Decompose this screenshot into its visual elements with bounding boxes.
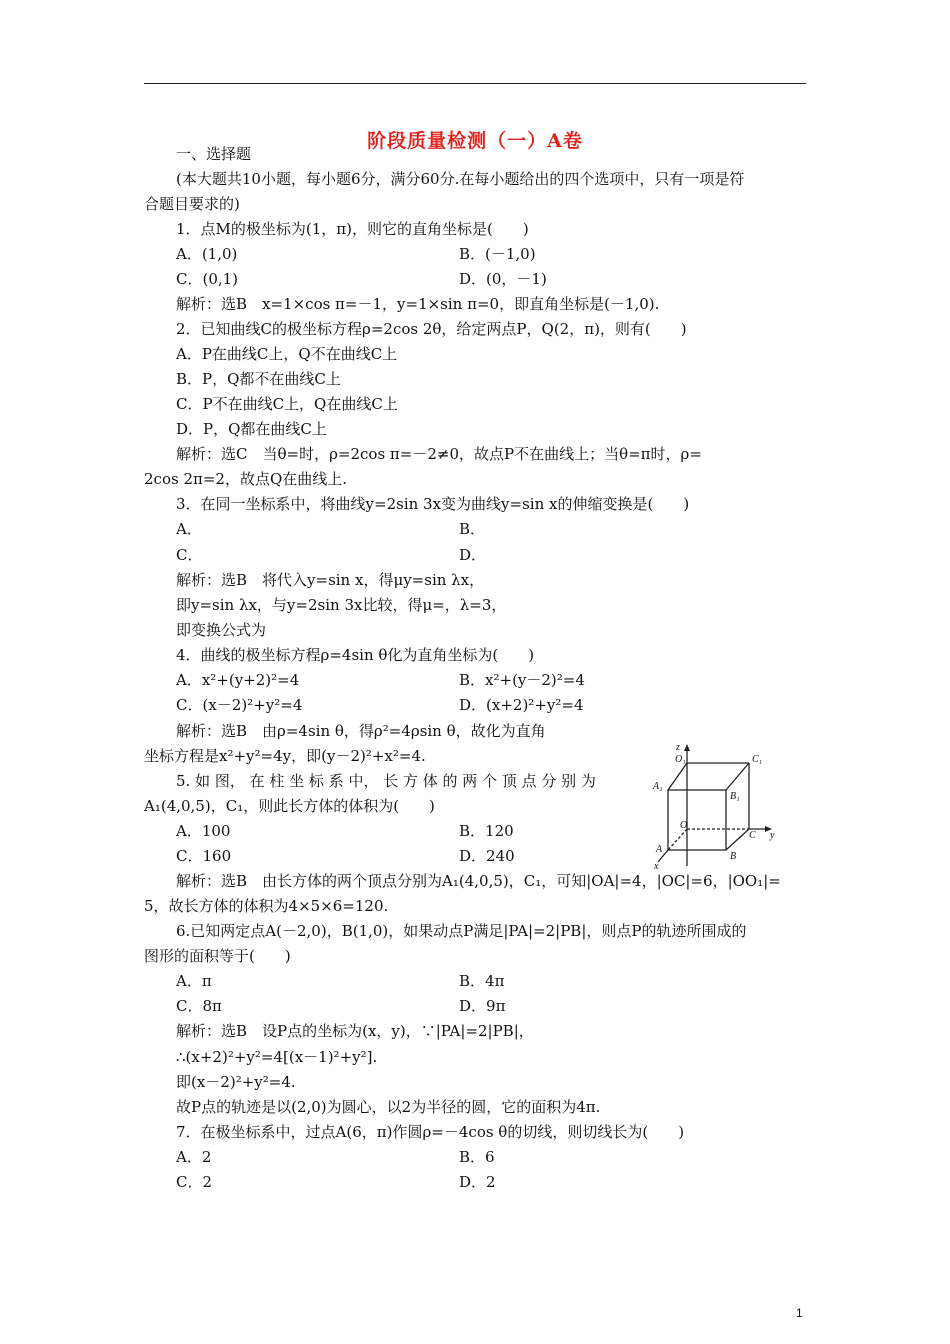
text-line: A．π bbox=[176, 972, 212, 990]
text-line: A． bbox=[176, 520, 202, 538]
text-line: D．240 bbox=[459, 847, 515, 865]
label-x: x bbox=[654, 861, 659, 870]
text-line: B． bbox=[459, 520, 486, 538]
text-line: A．(1,0) bbox=[176, 245, 238, 263]
label-b: B bbox=[730, 851, 737, 862]
label-b1: B₁ bbox=[730, 791, 740, 802]
label-c: C bbox=[749, 830, 756, 841]
text-line: B．4π bbox=[459, 972, 505, 990]
text-line: 解析：选B 将代入y=sin x，得μy=sin λx， bbox=[176, 571, 485, 589]
edge-a1-o1 bbox=[668, 763, 687, 790]
edge-b1-c1 bbox=[726, 763, 749, 790]
text-line: 一、选择题 bbox=[176, 145, 252, 163]
cuboid-figure bbox=[652, 738, 784, 870]
text-line: 2．已知曲线C的极坐标方程ρ=2cos 2θ，给定两点P，Q(2，π)，则有( ) bbox=[176, 320, 687, 338]
text-line: C．2 bbox=[176, 1173, 213, 1191]
text-line: B．P，Q都不在曲线C上 bbox=[176, 370, 341, 388]
text-line: 解析：选B 由长方体的两个顶点分别为A₁(4,0,5)，C₁，可知|OA|=4，|OC|=6，|OO₁|= bbox=[176, 872, 781, 890]
text-line: 2cos 2π=2，故点Q在曲线上. bbox=[144, 470, 348, 488]
text-line: 3．在同一坐标系中，将曲线y=2sin 3x变为曲线y=sin x的伸缩变换是( ) bbox=[176, 495, 690, 513]
label-a1: A₁ bbox=[653, 781, 663, 792]
text-line: 6.已知两定点A(－2,0)，B(1,0)，如果动点P满足|PA|=2|PB|，则点P的轨迹所围成的 bbox=[176, 922, 747, 940]
page-title: 阶段质量检测（一）A卷 bbox=[367, 130, 583, 152]
text-line: B．x²+(y－2)²=4 bbox=[459, 671, 585, 689]
text-line: A．100 bbox=[176, 822, 231, 840]
text-line: A₁(4,0,5)，C₁，则此长方体的体积为( ) bbox=[144, 797, 435, 815]
text-line: C．(x－2)²+y²=4 bbox=[176, 696, 303, 714]
text-line: C． bbox=[176, 546, 203, 564]
text-line: D．(x+2)²+y²=4 bbox=[459, 696, 584, 714]
text-line: D．P，Q都在曲线C上 bbox=[176, 420, 327, 438]
page-number: 1 bbox=[796, 1306, 803, 1320]
text-line: 7．在极坐标系中，过点A(6，π)作圆ρ=－4cos θ的切线，则切线长为( ) bbox=[176, 1123, 685, 1141]
text-line: 解析：选B 设P点的坐标为(x，y)，∵|PA|=2|PB|， bbox=[176, 1022, 534, 1040]
text-line: C．(0,1) bbox=[176, 270, 239, 288]
label-o: O bbox=[680, 820, 688, 831]
text-line: C．160 bbox=[176, 847, 232, 865]
text-line: 坐标方程是x²+y²=4y，即(y－2)²+x²=4. bbox=[144, 747, 426, 765]
text-line: 合题目要求的) bbox=[144, 195, 240, 213]
text-line: D．2 bbox=[459, 1173, 496, 1191]
text-line: B．(－1,0) bbox=[459, 245, 536, 263]
edge-b-c bbox=[726, 829, 749, 850]
label-z: z bbox=[676, 742, 680, 753]
text-line: C．8π bbox=[176, 997, 222, 1015]
header-rule bbox=[144, 83, 806, 84]
label-a: A bbox=[656, 844, 663, 855]
text-line: 图形的面积等于( ) bbox=[144, 947, 291, 965]
label-y: y bbox=[770, 830, 775, 841]
text-line: C．P不在曲线C上，Q在曲线C上 bbox=[176, 395, 398, 413]
text-line: D．9π bbox=[459, 997, 506, 1015]
text-line: (本大题共10小题，每小题6分，满分60分.在每小题给出的四个选项中，只有一项是符 bbox=[176, 170, 745, 188]
text-line: 4．曲线的极坐标方程ρ=4sin θ化为直角坐标为( ) bbox=[176, 646, 535, 664]
text-line: 故P点的轨迹是以(2,0)为圆心，以2为半径的圆，它的面积为4π. bbox=[176, 1098, 601, 1116]
text-line: A．2 bbox=[176, 1148, 212, 1166]
text-line: 即y=sin λx，与y=2sin 3x比较，得μ=，λ=3， bbox=[176, 596, 507, 614]
text-line: 解析：选B x=1×cos π=－1，y=1×sin π=0，即直角坐标是(－1,0). bbox=[176, 295, 660, 313]
text-line: 5，故长方体的体积为4×5×6=120. bbox=[144, 897, 389, 915]
label-o1: O₁ bbox=[675, 754, 686, 765]
text-line: ∴(x+2)²+y²=4[(x－1)²+y²]. bbox=[176, 1048, 378, 1066]
text-line: B．120 bbox=[459, 822, 514, 840]
edge-o-a-dashed bbox=[668, 829, 687, 850]
text-line: B．6 bbox=[459, 1148, 495, 1166]
text-line: 1．点M的极坐标为(1，π)，则它的直角坐标是( ) bbox=[176, 220, 529, 238]
text-line: 解析：选C 当θ=时，ρ=2cos π=－2≠0，故点P不在曲线上；当θ=π时，ρ= bbox=[176, 445, 702, 463]
text-line: D．(0，－1) bbox=[459, 270, 547, 288]
text-line: A．x²+(y+2)²=4 bbox=[176, 671, 300, 689]
text-line: A．P在曲线C上，Q不在曲线C上 bbox=[176, 345, 398, 363]
label-c1: C₁ bbox=[752, 754, 763, 765]
text-line: 即(x－2)²+y²=4. bbox=[176, 1073, 296, 1091]
z-axis-arrow bbox=[684, 744, 690, 751]
text-line: 5. 如 图， 在 柱 坐 标 系 中， 长 方 体 的 两 个 顶 点 分 别 为 bbox=[176, 772, 596, 790]
text-line: D． bbox=[459, 546, 487, 564]
text-line: 解析：选B 由ρ=4sin θ，得ρ²=4ρsin θ，故化为直角 bbox=[176, 722, 546, 740]
text-line: 即变换公式为 bbox=[176, 621, 267, 639]
